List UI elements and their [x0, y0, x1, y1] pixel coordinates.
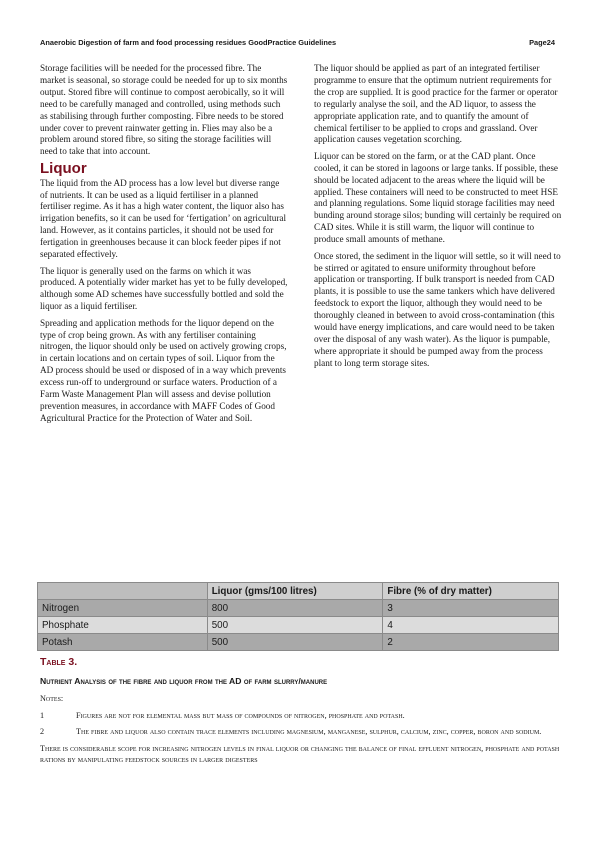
table-cell: 2 — [383, 634, 559, 651]
table-row — [38, 617, 559, 634]
right-column — [314, 63, 562, 374]
paragraph: The liquor is generally used on the farms on which it was produced. A potentially wider market has yet to be fully developed, although some AD schemes have successfully bottled and sold the liquor as a liquid fertiliser. — [40, 265, 288, 312]
table-cell: Potash — [38, 634, 208, 651]
table-cell: 500 — [207, 634, 383, 651]
note-item — [40, 726, 560, 738]
note-text: The fibre and liquor also contain trace elements including magnesium, manganese, sulphur, calcium, zinc, copper, boron and sodium. — [76, 727, 542, 736]
note-number: 2 — [40, 727, 45, 736]
table-cell: 500 — [207, 617, 383, 634]
notes-block — [40, 693, 560, 766]
notes-heading: Notes: — [40, 694, 64, 703]
table-header-row — [38, 583, 559, 600]
table-cell: Nitrogen — [38, 600, 208, 617]
nutrient-table — [37, 582, 559, 651]
paragraph: Once stored, the sediment in the liquor will settle, so it will need to be stirred or agitated to ensure uniformity throughout before application or transporting. If bulk transport is needed from CAD plants, it is possible to use the same tankers which have delivered feedstock to export the liquor, although they would need to be thoroughly cleaned in between to avoid cross-contamination (this would have energy implications, and care would need to be taken over the disposal of any wash water). As the liquor is pumpable, where appropriate it should be pumped away from the process plant to long term storage sites. — [314, 250, 561, 368]
paragraph: Liquor can be stored on the farm, or at the CAD plant. Once cooled, it can be stored in lagoons or large tanks. If possible, these should be located adjacent to the areas where the liquid will be applied. These containers will need to be constructed to meet HSE and planning regulations. Some liquid storage facilities may need bunding around storage silos; bunding will certainly be required on CAD sites. While it is still warm, the liquor will continue to produce small amounts of methane. — [314, 150, 562, 245]
note-text: Figures are not for elemental mass but mass of compounds of nitrogen, phosphate and potash. — [76, 710, 405, 720]
document-title: Anaerobic Digestion of farm and food processing residues GoodPractice Guidelines — [40, 38, 337, 47]
table-label: Table 3. — [40, 656, 78, 668]
note-number: 1 — [40, 710, 45, 720]
left-column — [40, 63, 288, 429]
table-header-cell: Liquor (gms/100 litres) — [207, 583, 383, 600]
table-cell: 3 — [383, 600, 559, 617]
paragraph: Storage facilities will be needed for the processed fibre. The market is seasonal, so storage could be needed for up to six months output. Stored fibre will continue to compost aerobically, so it will need to be carefully managed and controlled, using methods such as stabilising through further composting. Fibre needs to be stored under cover to prevent rainwater getting in. Flies may also be a problem around stored fibre, so siting the storage facilities will need to take that into account. — [40, 63, 288, 157]
table-header-cell: Fibre (% of dry matter) — [383, 583, 559, 600]
paragraph: The liquor should be applied as part of an integrated fertiliser programme to ensure that the optimum nutrient requirements for the crop are supplied. It is good practice for the farmer or operator to regularly analyse the soil, and the AD liquor, to assess the appropriate application rate, and to quantify the amount of chemical fertiliser to be applied to crops and grassland. Over application causes vegetation scorching. — [314, 63, 558, 145]
table-cell: Phosphate — [38, 617, 208, 634]
table-row — [38, 600, 559, 617]
table-header-cell — [38, 583, 208, 600]
table-row — [38, 634, 559, 651]
paragraph: Spreading and application methods for the liquor depend on the type of crop being grown. As with any fertiliser containing nitrogen, the liquor should only be used on actively growing crops, in certain locations and on certain types of soil. Liquor from the AD process should be used or disposed of in a way which prevents excess run-off to underground or surface waters. Production of a Farm Waste Management Plan will assess and devise pollution prevention measures, in accordance with MAFF Codes of Good Agricultural Practice for the Protection of Water and Soil. — [40, 317, 287, 423]
page-number: Page24 — [529, 38, 555, 47]
section-heading-liquor: Liquor — [40, 159, 87, 177]
table-cell: 4 — [383, 617, 559, 634]
paragraph: The liquid from the AD process has a low level but diverse range of nutrients. It can be used as a liquid fertiliser in a planned fertiliser regime. As it has a high water content, the liquor also has irrigation benefits, so it can be used for ‘fertigation’ on agricultural land. However, as it contains particles, it should not be used for fertigation in greenhouses because it can block feeder pipes if not separated effectively. — [40, 177, 287, 260]
page-header — [40, 38, 555, 47]
notes-closing-paragraph: There is considerable scope for increasing nitrogen levels in final liquor or changing the balance of final effluent nitrogen, phosphate and potash rations by manipulating feedstock sources in larger digesters — [40, 743, 560, 764]
note-item — [40, 710, 560, 722]
table-caption: Nutrient Analysis of the fibre and liquor from the AD of farm slurry/manure — [40, 676, 328, 686]
table-cell: 800 — [207, 600, 383, 617]
